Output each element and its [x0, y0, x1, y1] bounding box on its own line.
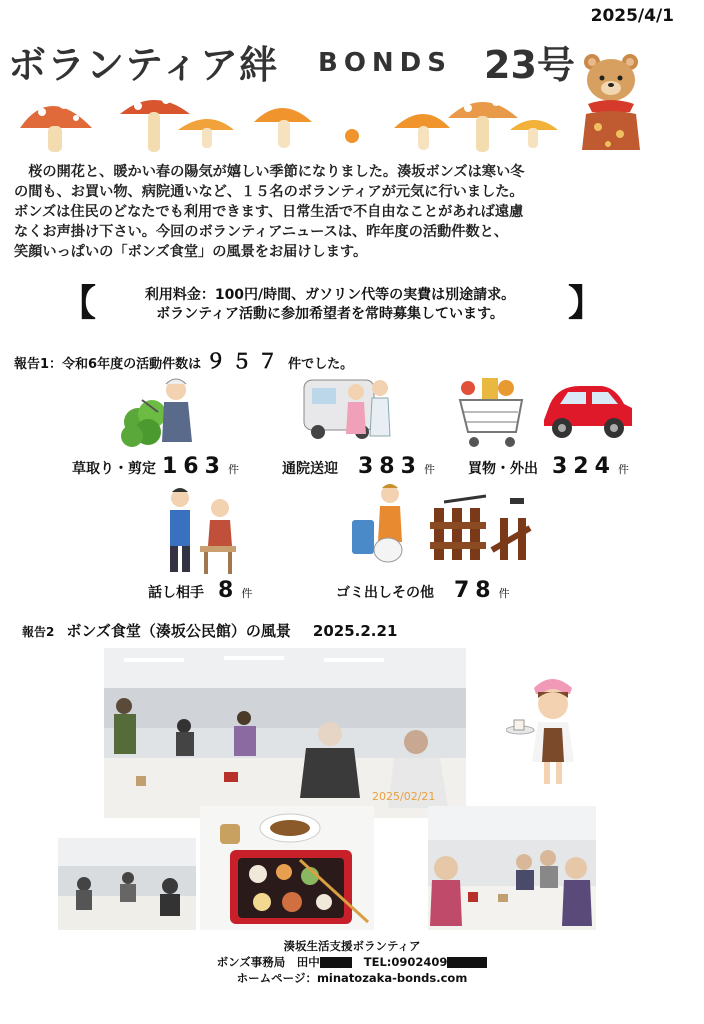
report2-label: 報告2 [22, 625, 55, 639]
photo-timestamp: 2025/02/21 [372, 790, 436, 803]
activity-hospital-ride [282, 454, 435, 479]
report2-title: ボンズ食堂（湊坂公民館）の風景 [66, 622, 291, 640]
activity-label: 通院送迎 [282, 461, 338, 477]
intro-line: ボンズは住民のどなたでも利用できます、日常生活で不自由なことがあれば遠慮 [14, 204, 524, 220]
activity-companionship [148, 578, 252, 603]
bear-illustration [578, 52, 644, 152]
activity-gardening [72, 454, 239, 479]
activity-count: 163 [162, 454, 226, 479]
bento-photo [200, 806, 374, 930]
footer-homepage[interactable]: ホームページ：minatozaka-bonds.com [236, 971, 468, 985]
report2-heading [22, 620, 397, 641]
activity-unit: 件 [241, 587, 253, 600]
activity-label: 草取り・剪定 [72, 461, 156, 477]
redaction-bar [447, 957, 487, 968]
redaction-bar [320, 957, 352, 968]
recruit-notice-line: ボランティア活動に参加希望者を常時募集しています。 [156, 306, 504, 322]
intro-line: の間も、お買い物、病院通いなど、１５名のボランティアが元気に行いました。 [14, 184, 524, 200]
notice-bracket-left: 【 [60, 283, 97, 324]
intro-line: 笑顔いっぱいの「ボンズ食堂」の風景をお届けします。 [14, 244, 368, 260]
activity-label: 話し相手 [148, 585, 204, 601]
shopping-cart-illustration [456, 374, 526, 456]
activity-count: 383 [358, 454, 422, 479]
footer-contact [0, 954, 704, 970]
report1-suffix: 件でした。 [288, 357, 354, 372]
fee-notice-line: 利用料金：100円/時間、ガソリン代等の実費は別途請求。 [144, 287, 516, 303]
cafeteria-photo-main [104, 648, 466, 818]
activity-count: 324 [552, 454, 616, 479]
issue-number: 23号 [484, 43, 575, 87]
newsletter-title: ボランティア絆 [8, 43, 278, 87]
garbage-illustration [350, 480, 410, 570]
hospital-ride-illustration [302, 370, 398, 454]
companionship-illustration [160, 484, 240, 578]
fence-repair-illustration [430, 494, 534, 564]
activity-shopping [468, 454, 629, 479]
report1-total: ９５７ [205, 349, 284, 373]
car-illustration [540, 378, 636, 444]
activity-count: 8 [218, 578, 240, 603]
intro-line: なくお声掛け下さい。今回のボランティアニュースは、昨年度の活動件数と、 [14, 224, 509, 240]
gardening-illustration [118, 372, 204, 454]
activity-unit: 件 [423, 463, 435, 476]
footer [0, 938, 704, 986]
fee-notice [70, 286, 590, 324]
activity-label: ゴミ出しその他 [336, 585, 434, 601]
report2-date: 2025.2.21 [312, 622, 398, 640]
intro-line: 桜の開花と、暖かい春の陽気が嬉しい季節になりました。湊坂ボンズは寒い冬 [14, 164, 525, 180]
activity-unit: 件 [498, 587, 510, 600]
issue-date: 2025/4/1 [590, 6, 674, 26]
newsletter-title-en: BONDS [318, 48, 452, 78]
report1-prefix: 報告1：令和6年度の活動件数は [14, 357, 202, 372]
notice-bracket-right: 】 [568, 283, 605, 324]
activity-label: 買物・外出 [468, 461, 538, 477]
activity-count: 78 [454, 578, 497, 603]
activity-garbage-other [336, 578, 510, 603]
activity-unit: 件 [617, 463, 629, 476]
diners-photo [428, 806, 596, 930]
mushroom-decoration [20, 88, 580, 158]
waitress-illustration [506, 670, 596, 788]
activity-unit: 件 [227, 463, 239, 476]
footer-tel: TEL:0902409 [363, 955, 448, 969]
footer-office: ボンズ事務局 田中 [216, 955, 320, 969]
cafeteria-photo-small [58, 838, 196, 930]
intro-paragraph [14, 162, 694, 262]
footer-org: 湊坂生活支援ボランティア [283, 939, 421, 953]
